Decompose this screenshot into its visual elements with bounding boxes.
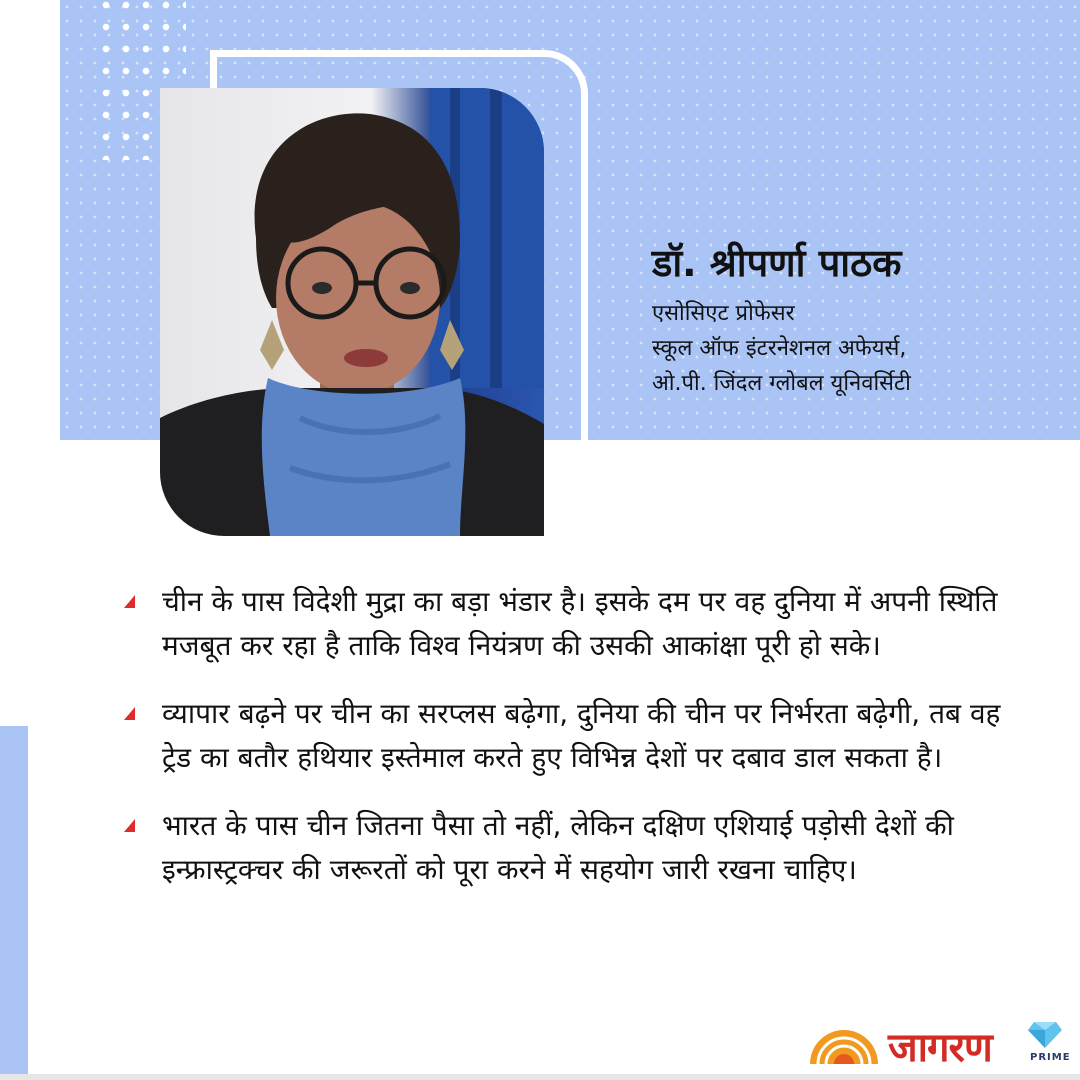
department: स्कूल ऑफ इंटरनेशनल अफेयर्स,: [652, 336, 907, 361]
key-point: [118, 804, 1018, 892]
key-point-text: व्यापार बढ़ने पर चीन का सरप्लस बढ़ेगा, दुनिया की चीन पर निर्भरता बढ़ेगी, तब वह ट्रेड का बतौर हथियार इस्तेमाल करते हुए विभिन्न देशों पर दबाव डाल सकता है।: [162, 697, 1001, 774]
designation: एसोसिएट प्रोफेसर: [652, 301, 795, 326]
university: ओ.पी. जिंदल ग्लोबल यूनिवर्सिटी: [652, 371, 911, 396]
triangle-bullet-icon: [124, 707, 135, 720]
portrait-illustration: [160, 88, 544, 536]
key-points-list: [118, 580, 1018, 916]
decorative-side-bar: [0, 726, 28, 1080]
brand-name: जागरण: [888, 1025, 992, 1071]
rising-sun-icon: [808, 1022, 880, 1064]
person-name: डॉ. श्रीपर्णा पाठक: [652, 241, 902, 285]
jagran-prime-logo: [808, 1016, 1072, 1072]
key-point-text: भारत के पास चीन जितना पैसा तो नहीं, लेकिन दक्षिण एशियाई पड़ोसी देशों की इन्फ्रास्ट्रक्चर की जरूरतों को पूरा करने में सहयोग जारी रखना चाहिए।: [162, 809, 954, 886]
triangle-bullet-icon: [124, 595, 135, 608]
profile-info: [652, 236, 1072, 401]
triangle-bullet-icon: [124, 819, 135, 832]
profile-photo: [160, 88, 544, 536]
brand-tier: PRIME: [1030, 1052, 1071, 1063]
bottom-divider: [0, 1074, 1080, 1080]
key-point-text: चीन के पास विदेशी मुद्रा का बड़ा भंडार है। इसके दम पर वह दुनिया में अपनी स्थिति मजबूत कर रहा है ताकि विश्व नियंत्रण की उसकी आकांक्षा पूरी हो सके।: [162, 585, 998, 662]
diamond-icon: [1028, 1020, 1062, 1048]
key-point: [118, 580, 1018, 668]
key-point: [118, 692, 1018, 780]
